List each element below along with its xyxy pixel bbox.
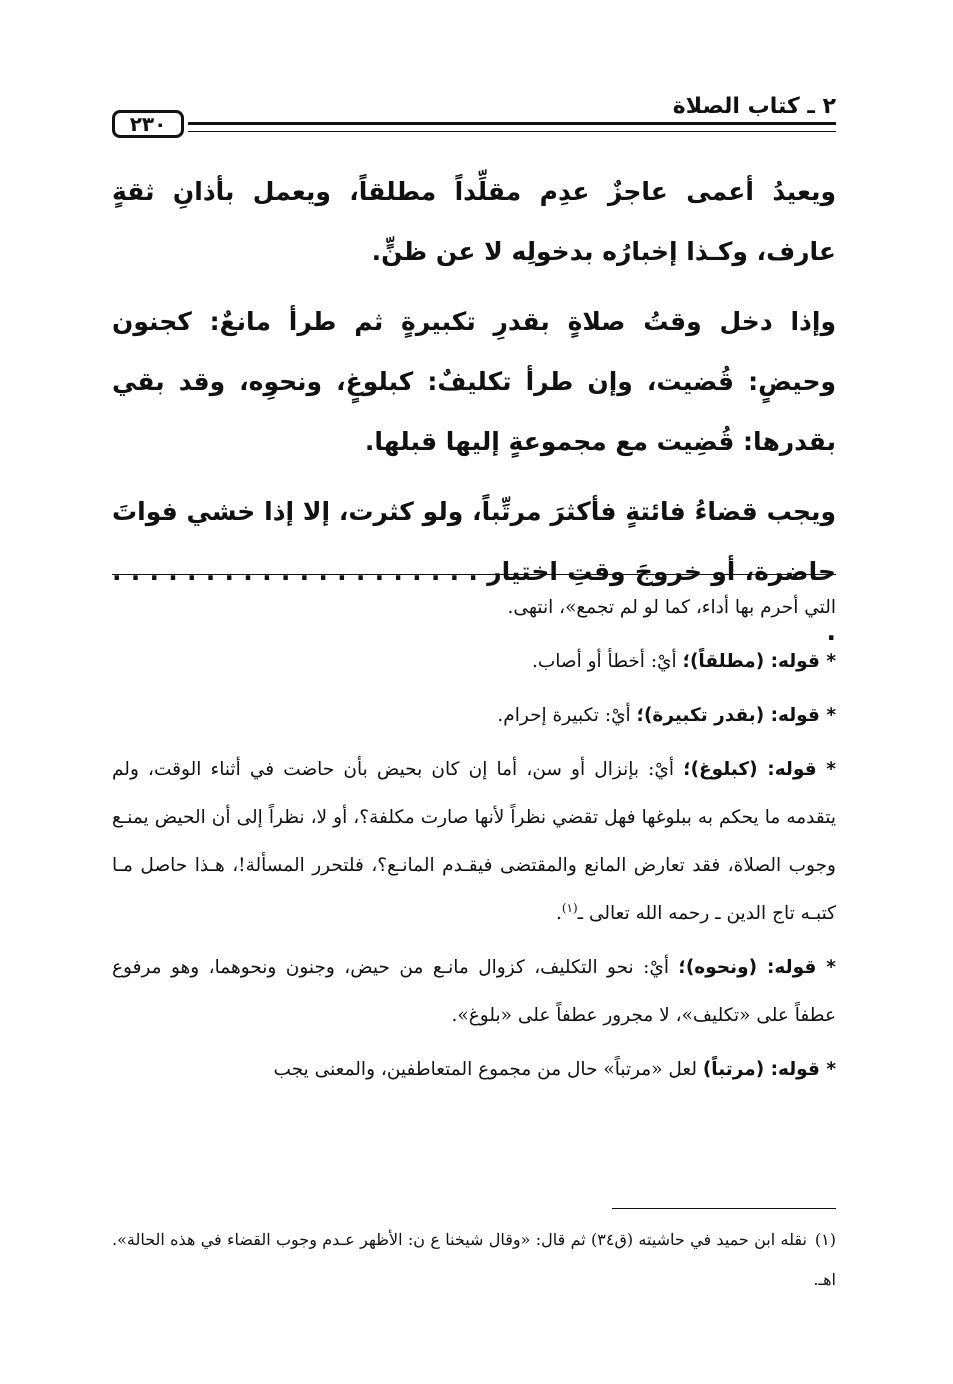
footnote-reference[interactable]: (١) (561, 900, 578, 915)
commentary-paragraph (112, 1046, 836, 1094)
commentary-paragraph (112, 638, 836, 686)
commentary-text-end: . (555, 903, 562, 924)
commentary-text: أيْ: أخطأ أو أصاب. (531, 651, 683, 672)
main-paragraph: وإذا دخل وقتُ صلاةٍ بقدرِ تكبيرةٍ ثم طرأ مانعٌ: كجنون وحيضٍ: قُضيت، وإن طرأ تكليفٌ: كبلوغٍ، ونحوِه، وقد بقي بقدرها: قُضِيت مع مجموعةٍ إليها قبلها. (112, 307, 836, 456)
header-rule (188, 122, 836, 132)
commentary-text: أيْ: بإنزال أو سن، أما إن كان بحيض بأن حاضت في أثناء الوقت، ولم يتقدمه ما يحكم به ببلوغها فهل تقضي نظراً لأنها صارت مكلفة؟، أو لا، نظراً إلى أن الحيض يمنـع وجوب الصلاة، فقد تعارض المانع والمقتضى فيقـدم المانـع؟، فلتحرر المسألة!، هـذا حاصل مـا كتبـه تاج الدين ـ رحمه الله تعالى ـ (112, 759, 836, 924)
page-number: ٢٣٠ (112, 110, 184, 138)
main-paragraph-text: ويجب قضاءُ فائتةٍ فأكثرَ مرتِّباً، ولو كثرت، إلا إذا خشي فواتَ حاضرة، أو خروجَ وقتِ اختيار (112, 497, 836, 586)
footnote-rule (612, 1208, 836, 1209)
commentary-lead: * قوله: (مرتباً) (702, 1059, 836, 1080)
footnote-marker: (١) (814, 1230, 837, 1249)
commentary-lead: * قوله: (كبلوغ)؛ (683, 759, 836, 780)
commentary-paragraph (112, 692, 836, 740)
commentary-text: أيْ: نحو التكليف، كزوال مانـع من حيض، وجنون ونحوهما، وهو مرفوع عطفاً على «تكليف»، لا مجرور عطفاً على «بلوغ». (112, 957, 836, 1026)
footnote (112, 1220, 836, 1300)
commentary (112, 584, 836, 1100)
commentary-text: لعل «مرتباً» حال من مجموع المتعاطفين، والمعنى يجب (273, 1059, 703, 1080)
commentary-paragraph (112, 944, 836, 1040)
commentary-text: أيْ: تكبيرة إحرام. (497, 705, 637, 726)
commentary-lead: * قوله: (مطلقاً)؛ (682, 651, 836, 672)
continuation-dots: . . . . . . . . . . . . . . . . . . . . . (112, 557, 836, 646)
main-paragraph: ويعيدُ أعمى عاجزٌ عدِم مقلِّداً مطلقاً، ويعمل بأذانِ ثقةٍ عارف، وكـذا إخبارُه بدخولِه لا عن ظنٍّ. (112, 177, 836, 266)
commentary-paragraph (112, 746, 836, 938)
commentary-lead: * قوله: (بقدر تكبيرة)؛ (636, 705, 836, 726)
footnote-text: نقله ابن حميد في حاشيته (ق٣٤) ثم قال: «وقال شيخنا ع ن: الأظهر عـدم وجوب القضاء في هذه الحالة». اهـ. (112, 1230, 836, 1289)
text-separator-rule (112, 574, 836, 575)
page-header (112, 92, 836, 144)
commentary-lead: * قوله: (ونحوه)؛ (678, 957, 836, 978)
commentary-paragraph: التي أحرم بها أداء، كما لو لم تجمع»، انتهى. (507, 597, 836, 618)
chapter-title: ٢ ـ كتاب الصلاة (672, 94, 836, 119)
